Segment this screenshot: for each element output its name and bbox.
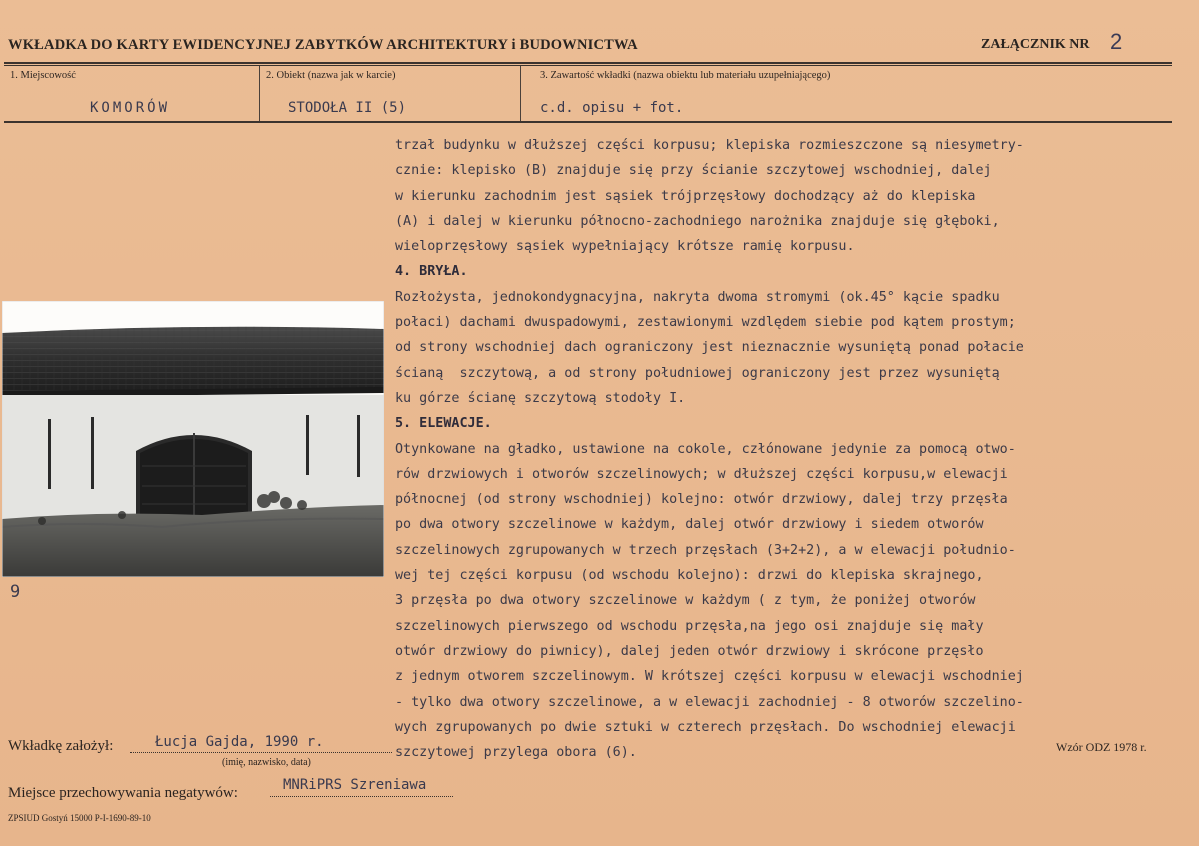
section-heading-bryla: 4. BRYŁA. bbox=[395, 264, 468, 280]
fields-rule bbox=[4, 121, 1172, 123]
field-zawartosc-label: 3. Zawartość wkładki (nazwa obiektu lub materiału uzupełniającego) bbox=[540, 70, 831, 81]
header-rule bbox=[4, 62, 1172, 64]
field-separator bbox=[520, 66, 521, 122]
negatives-label: Miejsce przechowywania negatywów: bbox=[8, 785, 238, 801]
text-line: z jednym otworem szczelinowym. W krótszej części korpusu w elewacji wschodniej bbox=[395, 669, 1024, 685]
text-line: połaci) dachami dwuspadowymi, zestawionymi wzdlędem siebie pod kątem prostym; bbox=[395, 315, 1016, 331]
photo-number: 9 bbox=[10, 582, 21, 602]
text-line: 3 przęsła po dwa otwory szczelinowe w każdym ( z tym, że poniżej otworów bbox=[395, 593, 976, 609]
printer-imprint: ZPSIUD Gostyń 15000 P-I-1690-89-10 bbox=[8, 813, 151, 823]
text-line: po dwa otwory szczelinowe w każdym, dalej otwór drzwiowy i siedem otworów bbox=[395, 517, 984, 533]
attachment-label: ZAŁĄCZNIK NR bbox=[981, 37, 1090, 52]
author-dotted-line bbox=[130, 752, 392, 753]
negatives-dotted-line bbox=[270, 796, 453, 797]
header-rule-thin bbox=[4, 65, 1172, 66]
text-line: w kierunku zachodnim jest sąsiek trójprzęsłowy dochodzący aż do klepiska bbox=[395, 188, 976, 204]
author-hint: (imię, nazwisko, data) bbox=[222, 757, 311, 768]
form-template-id: Wzór ODZ 1978 r. bbox=[1056, 740, 1147, 754]
text-line: od strony wschodniej dach ograniczony jest nieznacznie wysuniętą ponad połacie bbox=[395, 340, 1024, 356]
form-title: WKŁADKA DO KARTY EWIDENCYJNEJ ZABYTKÓW ARCHITEKTURY i BUDOWNICTWA bbox=[8, 37, 638, 53]
field-separator bbox=[259, 66, 260, 122]
text-line: wych zgrupowanych po dwie sztuki w czterech przęsłach. Do wschodniej elewacji bbox=[395, 719, 1016, 735]
field-miejscowosc-value: KOMORÓW bbox=[90, 100, 171, 116]
text-line: - tylko dwa otwory szczelinowe, a w elewacji zachodniej - 8 otworów szczelino- bbox=[395, 694, 1024, 710]
author-label: Wkładkę założył: bbox=[8, 738, 114, 754]
negatives-value: MNRiPRS Szreniawa bbox=[283, 777, 427, 793]
section-heading-elewacje: 5. ELEWACJE. bbox=[395, 416, 492, 432]
text-line: ku górze ścianę szczytową stodoły I. bbox=[395, 390, 686, 406]
text-line: wej tej części korpusu (od wschodu kolejno): drzwi do klepiska skrajnego, bbox=[395, 568, 984, 584]
text-line: trzał budynku w dłuższej części korpusu; klepiska rozmieszczone są niesymetry- bbox=[395, 138, 1024, 153]
description-text bbox=[395, 133, 1195, 765]
author-value: Łucja Gajda, 1990 r. bbox=[155, 734, 324, 750]
text-line: Rozłożysta, jednokondygnacyjna, nakryta dwoma stromymi (ok.45° kącie spadku bbox=[395, 289, 1000, 305]
text-line: otwór drzwiowy do piwnicy), dalej jeden otwór drzwiowy i skrócone przęsło bbox=[395, 643, 984, 659]
field-miejscowosc-label: 1. Miejscowość bbox=[10, 70, 76, 81]
field-obiekt-value: STODOŁA II (5) bbox=[288, 100, 407, 116]
field-obiekt-label: 2. Obiekt (nazwa jak w karcie) bbox=[266, 70, 396, 81]
text-line: ścianą szczytową, a od strony południowej ograniczony jest przez wysuniętą bbox=[395, 365, 1000, 381]
text-line: szczelinowych pierwszego od wschodu przęsła,na jego osi znajduje się mały bbox=[395, 618, 984, 634]
barn-photo-image bbox=[2, 301, 384, 577]
text-line: szczelinowych zgrupowanych w trzech przęsłach (3+2+2), a w elewacji południo- bbox=[395, 542, 1016, 558]
attachment-number: 2 bbox=[1110, 29, 1123, 54]
barn-photo bbox=[2, 301, 384, 577]
text-line: Otynkowane na gładko, ustawione na cokole, człónowane jedynie za pomocą otwo- bbox=[395, 441, 1016, 457]
text-line: północnej (od strony wschodniej) kolejno: otwór drzwiowy, dalej trzy przęsła bbox=[395, 492, 1008, 508]
text-line: rów drzwiowych i otworów szczelinowych; w dłuższej części korpusu,w elewacji bbox=[395, 466, 1008, 482]
field-zawartosc-value: c.d. opisu + fot. bbox=[540, 100, 684, 116]
text-line: wieloprzęsłowy sąsiek wypełniający krótsze ramię korpusu. bbox=[395, 239, 855, 255]
text-line: cznie: klepisko (B) znajduje się przy ścianie szczytowej wschodniej, dalej bbox=[395, 163, 992, 179]
text-line: (A) i dalej w kierunku północno-zachodniego narożnika znajduje się głęboki, bbox=[395, 213, 1000, 229]
text-line: szczytowej przylega obora (6). bbox=[395, 745, 637, 761]
